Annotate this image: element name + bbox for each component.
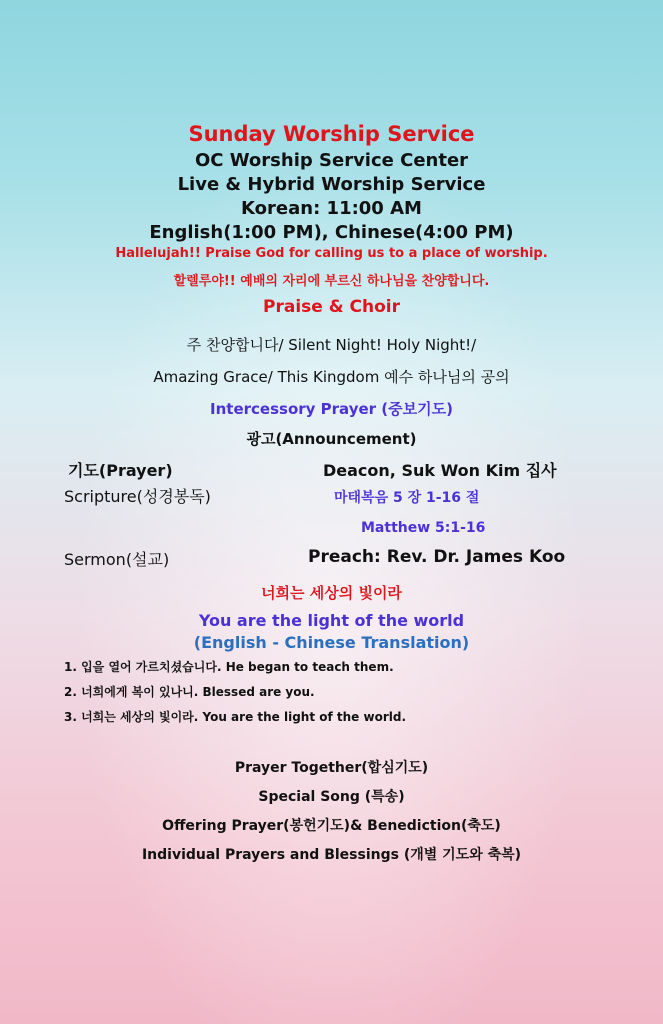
sermon-title-en: You are the light of the world — [198, 611, 465, 630]
scripture-ref-en: Matthew 5:1-16 — [361, 520, 486, 536]
other-times: English(1:00 PM), Chinese(4:00 PM) — [149, 222, 514, 243]
korean-time: Korean: 11:00 AM — [241, 198, 422, 219]
service-title: Sunday Worship Service — [188, 122, 475, 146]
sermon-translation: (English - Chinese Translation) — [193, 633, 470, 652]
hallelujah-ko: 할렐루야!! 예배의 자리에 부르신 하나님을 찬양합니다. — [173, 274, 490, 289]
prayer-together: Prayer Together(합심기도) — [234, 760, 429, 776]
praise-heading: Praise & Choir — [263, 297, 400, 317]
praise-songs-line2: Amazing Grace/ This Kingdom 예수 하나님의 공의 — [153, 368, 510, 386]
offering-benediction: Offering Prayer(봉헌기도)& Benediction(축도) — [162, 818, 501, 834]
service-center: OC Worship Service Center — [194, 150, 469, 171]
announcement: 광고(Announcement) — [246, 430, 417, 448]
intercessory-prayer: Intercessory Prayer (중보기도) — [210, 400, 453, 418]
prayer-label: 기도(Prayer) — [68, 461, 173, 480]
scripture-ref-ko: 마태복음 5 장 1-16 절 — [334, 490, 480, 506]
special-song: Special Song (특송) — [258, 789, 405, 805]
service-type: Live & Hybrid Worship Service — [177, 174, 486, 195]
sermon-title-ko: 너희는 세상의 빛이라 — [261, 584, 402, 602]
prayer-leader: Deacon, Suk Won Kim 집사 — [323, 461, 557, 480]
sermon-point-2: 2. 너희에게 복이 있나니. Blessed are you. — [64, 685, 315, 699]
sermon-point-1: 1. 입을 열어 가르치셨습니다. He began to teach them. — [64, 660, 394, 674]
scripture-label: Scripture(성경봉독) — [64, 487, 211, 506]
praise-songs-line1: 주 찬양합니다/ Silent Night! Holy Night!/ — [186, 336, 477, 354]
sermon-label: Sermon(설교) — [64, 550, 170, 569]
sermon-point-3: 3. 너희는 세상의 빛이라. You are the light of the world. — [64, 710, 407, 724]
hallelujah-en: Hallelujah!! Praise God for calling us to a place of worship. — [115, 246, 548, 261]
sermon-preacher: Preach: Rev. Dr. James Koo — [308, 547, 566, 567]
individual-prayers: Individual Prayers and Blessings (개별 기도와 축복) — [141, 847, 522, 863]
